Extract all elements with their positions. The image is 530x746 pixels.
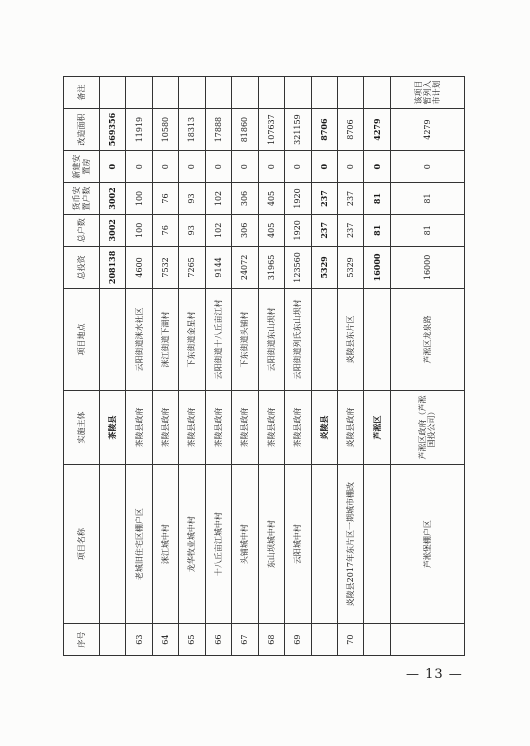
cell-entity: 芦淞区: [364, 390, 390, 464]
cell-households: 93: [179, 214, 205, 246]
cell-name: 炎陵县2017年东片区一期城市棚改: [337, 465, 363, 624]
cell-investment: 208138: [100, 246, 126, 288]
cell-note: [100, 77, 126, 109]
cell-area: 4279: [364, 108, 390, 150]
cell-new: 0: [390, 151, 464, 183]
cell-entity: 茶陵县: [100, 390, 126, 464]
cell-note: 该项目暂列入市计划: [390, 77, 464, 109]
cell-note: [232, 77, 258, 109]
cell-location: 云阳街道十八丘亩江村: [205, 289, 231, 391]
cell-note: [285, 77, 311, 109]
cell-seq: 66: [205, 624, 231, 656]
cell-cash: 1920: [285, 183, 311, 215]
cell-entity: 茶陵县政府: [126, 390, 152, 464]
cell-name: [100, 465, 126, 624]
cell-location: 云阳街道东山坝村: [258, 289, 284, 391]
cell-area: 81860: [232, 108, 258, 150]
cell-households: 306: [232, 214, 258, 246]
table-row: [126, 77, 152, 656]
cell-location: 下东街道头铺村: [232, 289, 258, 391]
cell-note: [258, 77, 284, 109]
cell-new: 0: [337, 151, 363, 183]
cell-entity: 茶陵县政府: [205, 390, 231, 464]
cell-new: 0: [152, 151, 178, 183]
cell-entity: 茶陵县政府: [179, 390, 205, 464]
cell-cash: 81: [390, 183, 464, 215]
cell-households: 76: [152, 214, 178, 246]
cell-households: 405: [258, 214, 284, 246]
cell-investment: 16000: [390, 246, 464, 288]
page-number: — 13 —: [406, 667, 463, 682]
cell-new: 0: [179, 151, 205, 183]
cell-investment: 7532: [152, 246, 178, 288]
cell-note: [311, 77, 337, 109]
cell-entity: 茶陵县政府: [232, 390, 258, 464]
cell-investment: 16000: [364, 246, 390, 288]
cell-seq: 64: [152, 624, 178, 656]
cell-investment: 5329: [311, 246, 337, 288]
cell-location: 芦淞区龙泉路: [390, 289, 464, 391]
cell-seq: [100, 624, 126, 656]
cell-name: 东山坝城中村: [258, 465, 284, 624]
cell-households: 81: [364, 214, 390, 246]
cell-households: 81: [390, 214, 464, 246]
cell-investment: 9144: [205, 246, 231, 288]
cell-area: 8706: [311, 108, 337, 150]
cell-location: 下东街道金星村: [179, 289, 205, 391]
table-row: [258, 77, 284, 656]
header-households: 总户数: [64, 214, 100, 246]
table-row: [337, 77, 363, 656]
cell-note: [205, 77, 231, 109]
cell-entity: 茶陵县政府: [152, 390, 178, 464]
cell-name: 头铺城中村: [232, 465, 258, 624]
header-name: 项目名称: [64, 465, 100, 624]
cell-investment: 31965: [258, 246, 284, 288]
cell-households: 237: [337, 214, 363, 246]
cell-area: 4279: [390, 108, 464, 150]
table-row: [100, 77, 126, 656]
cell-seq: 63: [126, 624, 152, 656]
cell-new: 0: [205, 151, 231, 183]
cell-seq: 68: [258, 624, 284, 656]
header-cash: 货币安置户数: [64, 183, 100, 215]
cell-new: 0: [126, 151, 152, 183]
cell-note: [364, 77, 390, 109]
header-entity: 实施主体: [64, 390, 100, 464]
cell-new: 0: [311, 151, 337, 183]
table-row: [232, 77, 258, 656]
table-body: [100, 77, 465, 656]
cell-area: 321159: [285, 108, 311, 150]
cell-households: 237: [311, 214, 337, 246]
cell-name: [311, 465, 337, 624]
cell-location: [100, 289, 126, 391]
cell-name: 洣江城中村: [152, 465, 178, 624]
header-area: 改造面积: [64, 108, 100, 150]
cell-location: [311, 289, 337, 391]
cell-new: 0: [100, 151, 126, 183]
cell-location: 洣江街道下湖村: [152, 289, 178, 391]
cell-seq: 69: [285, 624, 311, 656]
cell-location: 云阳街道列氏东山坝村: [285, 289, 311, 391]
cell-name: 十八丘亩江城中村: [205, 465, 231, 624]
cell-area: 11919: [126, 108, 152, 150]
cell-name: [364, 465, 390, 624]
cell-location: 云阳街道洣水社区: [126, 289, 152, 391]
cell-new: 0: [285, 151, 311, 183]
cell-name: 老城旧住宅区棚户区: [126, 465, 152, 624]
cell-note: [126, 77, 152, 109]
cell-new: 0: [364, 151, 390, 183]
cell-entity: 炎陵县: [311, 390, 337, 464]
cell-households: 1920: [285, 214, 311, 246]
cell-cash: 237: [337, 183, 363, 215]
cell-name: 云阳城中村: [285, 465, 311, 624]
cell-entity: 茶陵县政府: [258, 390, 284, 464]
rotated-table-frame: [63, 76, 530, 648]
cell-new: 0: [258, 151, 284, 183]
cell-area: 17888: [205, 108, 231, 150]
cell-area: 8706: [337, 108, 363, 150]
cell-seq: [390, 624, 464, 656]
cell-entity: 茶陵县政府: [285, 390, 311, 464]
cell-cash: 405: [258, 183, 284, 215]
cell-cash: 93: [179, 183, 205, 215]
project-table: [63, 76, 465, 656]
cell-location: [364, 289, 390, 391]
cell-cash: 3002: [100, 183, 126, 215]
table-header-row: [64, 77, 100, 656]
cell-area: 569356: [100, 108, 126, 150]
cell-investment: 123560: [285, 246, 311, 288]
cell-cash: 76: [152, 183, 178, 215]
table-row: [179, 77, 205, 656]
cell-note: [179, 77, 205, 109]
cell-investment: 24072: [232, 246, 258, 288]
cell-note: [152, 77, 178, 109]
cell-name: 龙华牧业城中村: [179, 465, 205, 624]
cell-households: 3002: [100, 214, 126, 246]
table-row: [364, 77, 390, 656]
cell-name: 芦淞堡棚户区: [390, 465, 464, 624]
cell-area: 107637: [258, 108, 284, 150]
cell-seq: 67: [232, 624, 258, 656]
cell-entity: 炎陵县政府: [337, 390, 363, 464]
header-note: 备注: [64, 77, 100, 109]
cell-seq: 65: [179, 624, 205, 656]
cell-cash: 237: [311, 183, 337, 215]
header-location: 项目地点: [64, 289, 100, 391]
table-row: [390, 77, 464, 656]
table-row: [152, 77, 178, 656]
cell-area: 18313: [179, 108, 205, 150]
cell-seq: [311, 624, 337, 656]
cell-location: 炎陵县东片区: [337, 289, 363, 391]
cell-seq: [364, 624, 390, 656]
header-new: 新建安置房: [64, 151, 100, 183]
cell-new: 0: [232, 151, 258, 183]
cell-investment: 7265: [179, 246, 205, 288]
cell-cash: 81: [364, 183, 390, 215]
table-row: [205, 77, 231, 656]
cell-area: 10580: [152, 108, 178, 150]
cell-seq: 70: [337, 624, 363, 656]
table-row: [311, 77, 337, 656]
cell-households: 100: [126, 214, 152, 246]
header-seq: 序号: [64, 624, 100, 656]
cell-cash: 100: [126, 183, 152, 215]
cell-households: 102: [205, 214, 231, 246]
table-row: [285, 77, 311, 656]
cell-cash: 306: [232, 183, 258, 215]
cell-entity: 芦淞区政府（芦淞国投公司）: [390, 390, 464, 464]
cell-investment: 4600: [126, 246, 152, 288]
cell-note: [337, 77, 363, 109]
cell-investment: 5329: [337, 246, 363, 288]
cell-cash: 102: [205, 183, 231, 215]
header-investment: 总投资: [64, 246, 100, 288]
